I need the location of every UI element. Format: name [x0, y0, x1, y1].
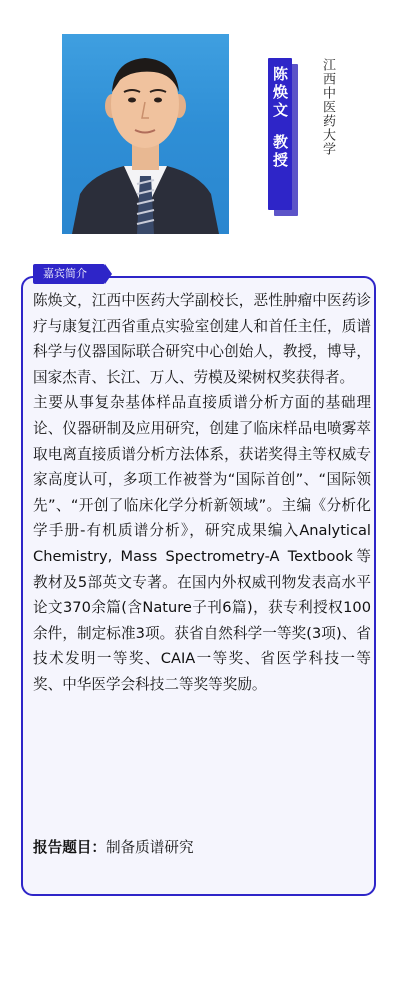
- report-value: 制备质谱研究: [105, 839, 194, 856]
- name-banner: [268, 58, 292, 210]
- speaker-name: 陈焕文: [271, 66, 289, 120]
- speaker-title: 教授: [271, 134, 289, 170]
- speaker-photo: [62, 34, 229, 234]
- speaker-university: 江西中医药大学: [320, 58, 335, 156]
- report-title: [33, 838, 194, 858]
- section-tag: 嘉宾简介: [33, 264, 105, 284]
- portrait-illustration: [62, 34, 229, 234]
- bio-text: [33, 288, 371, 698]
- bio-paragraph-1: 陈焕文，江西中医药大学副校长，恶性肿瘤中医药诊疗与康复江西省重点实验室创建人和首任主任，质谱科学与仪器国际联合研究中心创始人，教授，博导，国家杰青、长江、万人、劳模及梁树权奖获得者。: [33, 292, 371, 386]
- bio-paragraph-2: 主要从事复杂基体样品直接质谱分析方面的基础理论、仪器研制及应用研究，创建了临床样品电喷雾萃取电离直接质谱分析方法体系，获诺奖得主等权威专家高度认可，多项工作被誉为“国际首创”、“国际领先”、“开创了临床化学分析新领域”。主编《分析化学手册-有机质谱分析》，研究成果编入Analytical Chemistry, Mass Spectrometry-A Textbook等教材及5部英文专著。在国内外权威刊物发表高水平论文370余篇(含Nature子刊6篇)，获专利授权100余件，制定标准3项。获省自然科学一等奖(3项)、省技术发明一等奖、CAIA一等奖、省医学科技一等奖、中华医学会科技二等奖等奖励。: [33, 394, 371, 693]
- report-label: 报告题目：: [33, 839, 106, 856]
